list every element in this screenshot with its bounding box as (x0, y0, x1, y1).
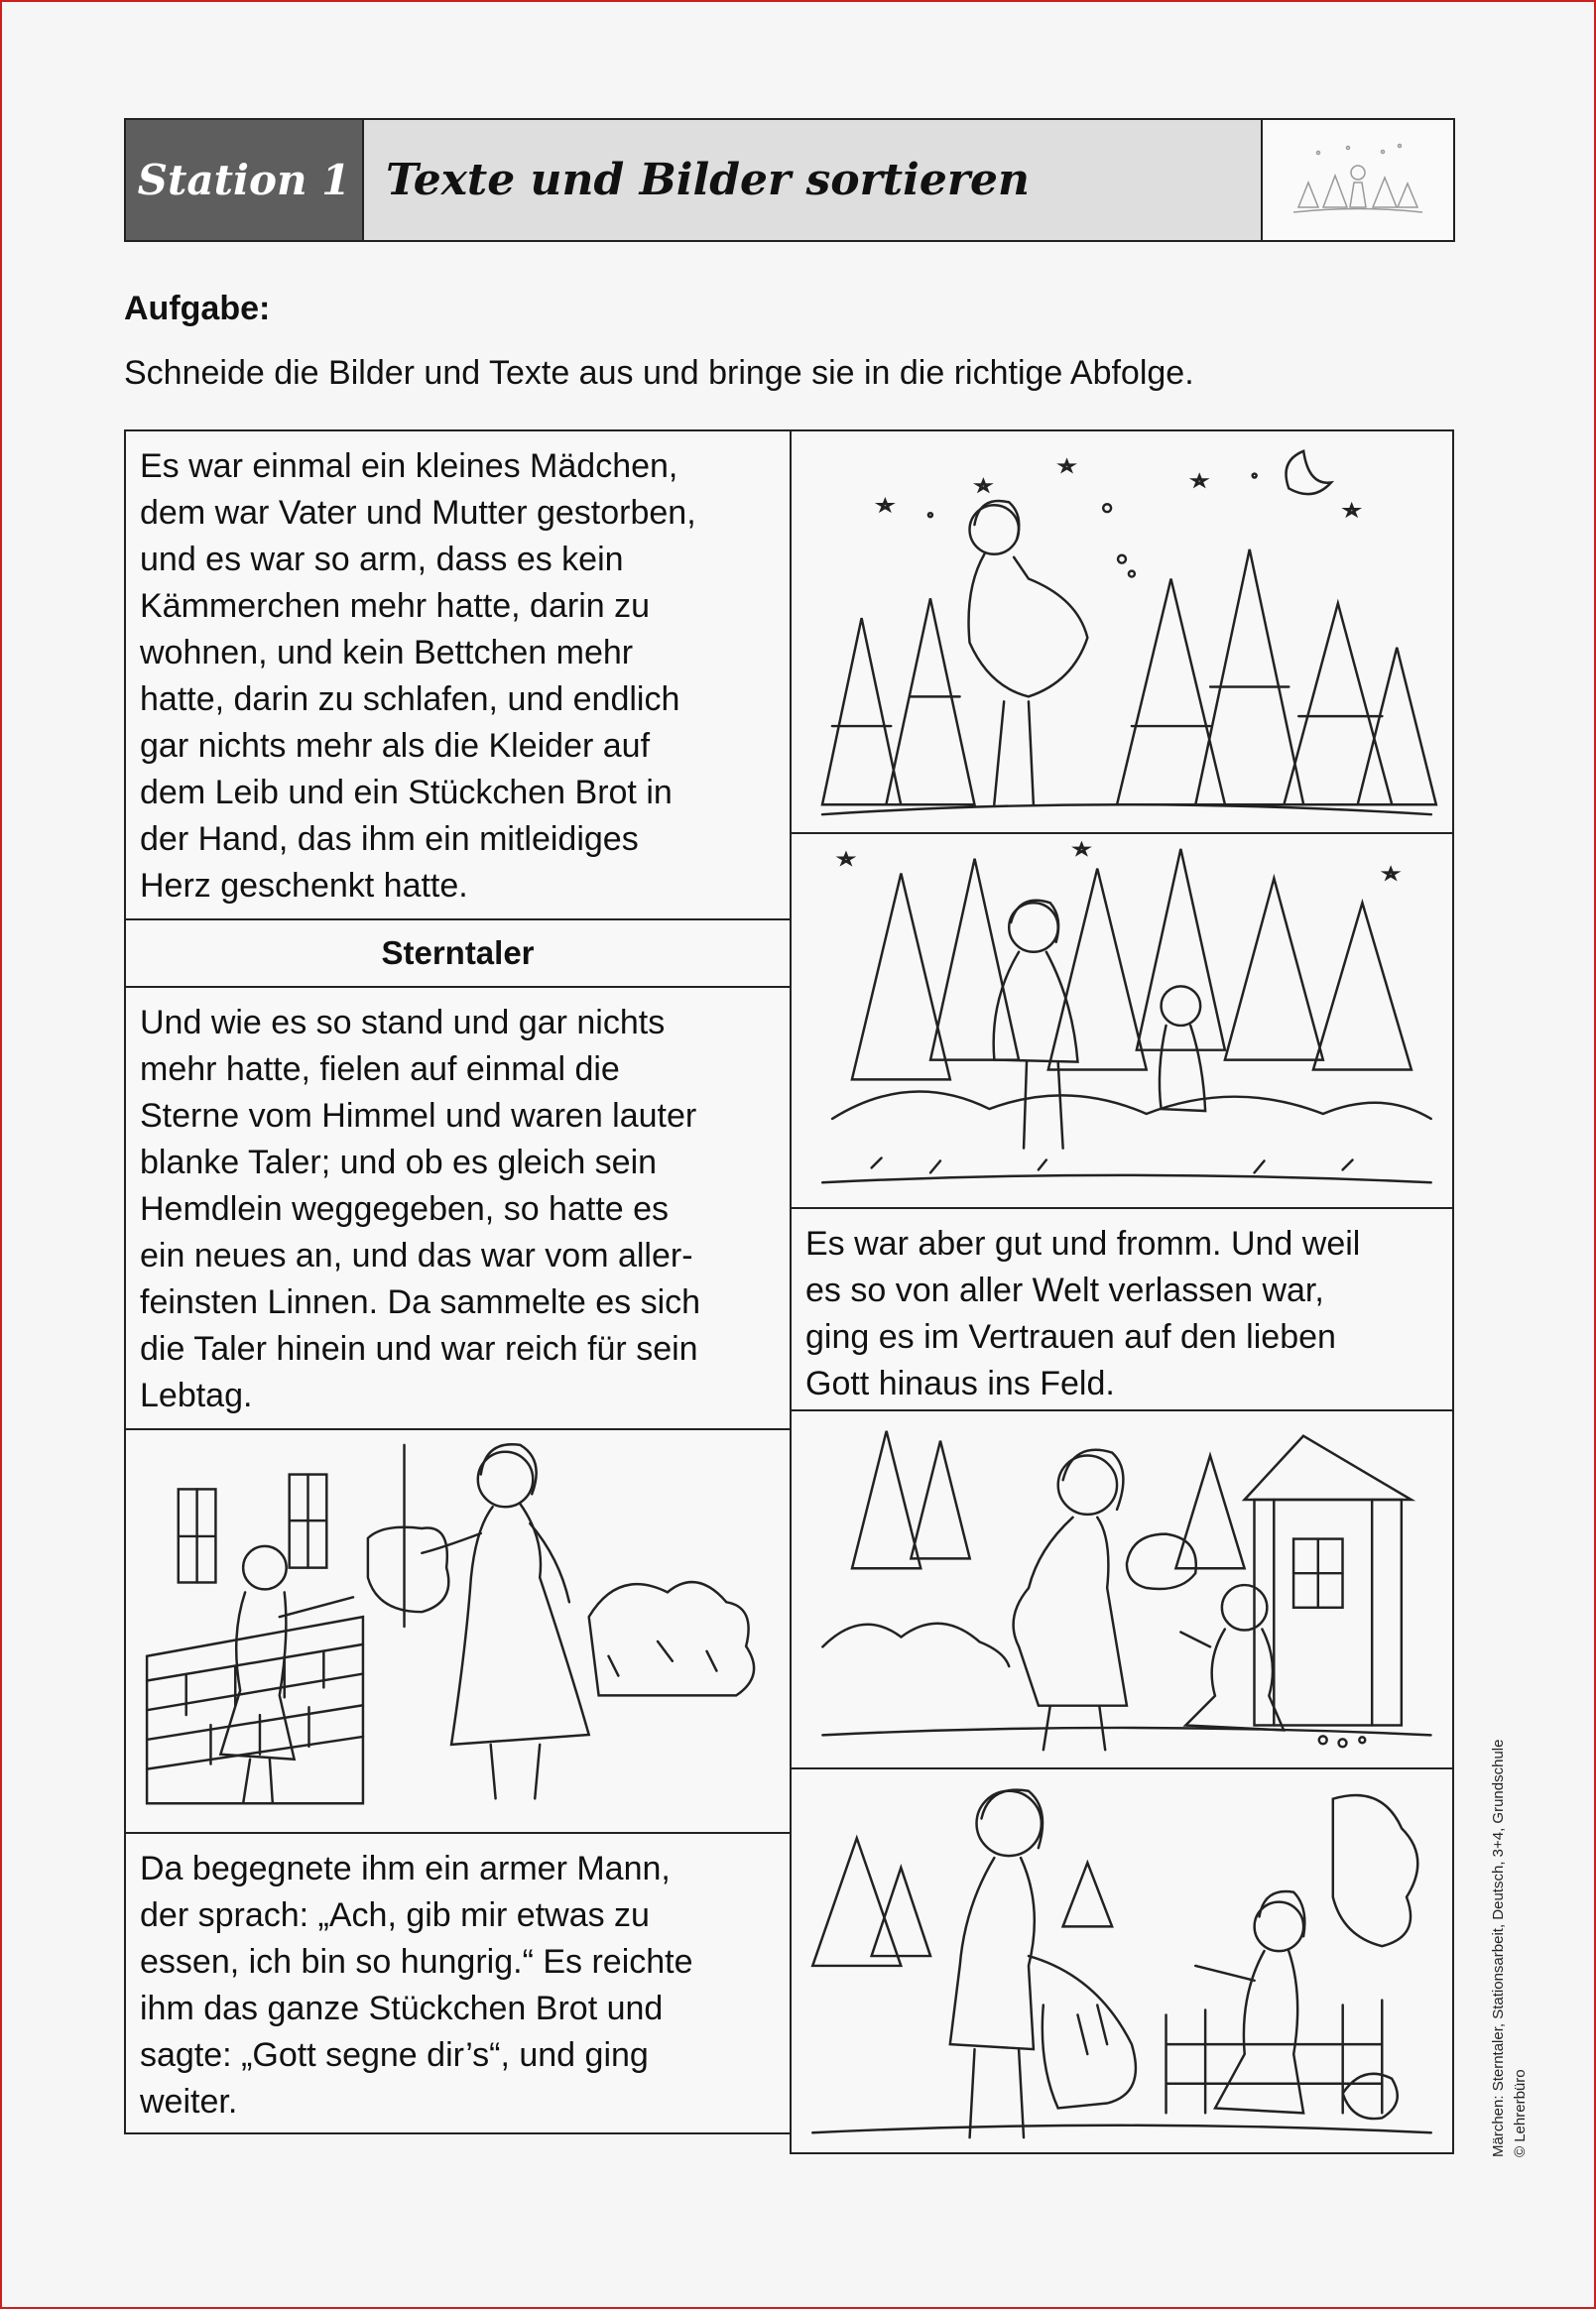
picture-card-giving-cap (790, 1409, 1454, 1769)
girl-meeting-child-in-forest-illustration (792, 834, 1452, 1207)
story-title-card: Sterntaler (124, 918, 792, 988)
picture-card-giving-skirt (790, 1767, 1454, 2154)
picture-card-forest-children (790, 832, 1454, 1209)
picture-card-giving-shirt (124, 1428, 792, 1834)
task-label: Aufgabe: (124, 290, 271, 327)
text-card-star-coins: Und wie es so stand und gar nichts mehr hatte, fielen auf einmal die Sterne vom Himmel und waren lauter blanke Taler; und ob es gleich sein Hemdlein weggegeben, so hatte es ein neues an, und das war vom aller- feinsten Linnen. Da sammelte es sich die Taler hinein und war reich für sein Lebtag. (124, 986, 792, 1430)
picture-card-girl-under-stars (790, 429, 1454, 834)
station-label: Station 1 (126, 120, 364, 240)
station-header (124, 118, 1455, 242)
girl-catching-stars-illustration (792, 431, 1452, 832)
station-title: Texte und Bilder sortieren (364, 120, 1263, 240)
text-card-poor-man: Da begegnete ihm ein armer Mann, der sprach: „Ach, gib mir etwas zu essen, ich bin so hungrig.“ Es reichte ihm das ganze Stückchen Brot und sagte: „Gott segne dir’s“, und ging weiter. (124, 1832, 792, 2134)
girl-giving-cap-illustration (792, 1411, 1452, 1767)
girl-giving-skirt-illustration (792, 1769, 1452, 2152)
winter-scene-icon (1289, 138, 1427, 222)
credit-line-publisher: © Lehrerbüro (1512, 2069, 1529, 2157)
header-illustration (1263, 120, 1453, 240)
credit-line-source: Märchen: Sterntaler, Stationsarbeit, Deutsch, 3+4, Grundschule (1490, 1739, 1507, 2157)
text-card-intro: Es war einmal ein kleines Mädchen, dem war Vater und Mutter gestorben, und es war so arm, dass es kein Kämmerchen mehr hatte, darin zu wohnen, und kein Bettchen mehr hatte, darin zu schlafen, und endlich gar nichts mehr als die Kleider auf dem Leib und ein Stückchen Brot in der Hand, das ihm ein mitleidiges Herz geschenkt hatte. (124, 429, 792, 920)
text-card-into-field: Es war aber gut und fromm. Und weil es so von aller Welt verlassen war, ging es im Vertrauen auf den lieben Gott hinaus ins Feld. (790, 1207, 1454, 1411)
girl-giving-clothes-illustration (126, 1430, 790, 1832)
task-instruction: Schneide die Bilder und Texte aus und bringe sie in die richtige Abfolge. (124, 354, 1194, 392)
copyright-credit (1488, 1740, 1532, 2157)
